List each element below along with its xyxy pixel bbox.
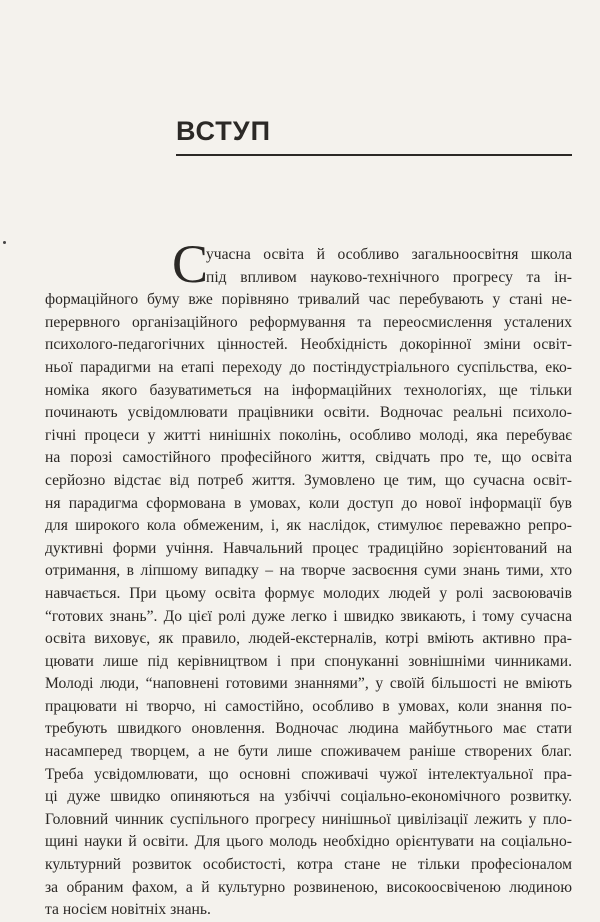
paragraph-line: за обраним фахом, а й культурно розвиненою, високоосвіченою людиною (45, 878, 572, 896)
paragraph-line: Треба усвідомлювати, що основні споживачі чужої інтелектуальної пра- (45, 765, 572, 783)
paragraph-line: перервного організаційного реформування та переосмислення усталених (45, 313, 572, 331)
paragraph-line: культурний розвиток особистості, котра стане не тільки професіоналом (45, 856, 572, 874)
paragraph-line: психолого-педагогічних цінностей. Необхідність докорінної зміни освіт- (45, 336, 572, 354)
paragraph-line: номіка якого базуватиметься на інформаційних технологіях, ще тільки (45, 381, 572, 399)
paragraph-line: формаційного буму вже порівняно тривалий час перебувають у стані не- (45, 291, 572, 309)
paragraph-line: на порозі самостійного професійного життя, свідчать про те, що освіта (45, 449, 572, 467)
paragraph-line: отримання, в ліпшому випадку – на творче засвоєння суми знань тими, хто (45, 562, 572, 580)
paragraph-line: під впливом науково-технічного прогресу та ін- (206, 268, 572, 286)
paragraph-line: учасна освіта й особливо загальноосвітня школа (206, 246, 572, 263)
paragraph-line: “готових знань”. До цієї ролі дуже легко і швидко звикають, і тому сучасна (45, 607, 572, 625)
paragraph-line: починають усвідомлювати працівники освіти. Водночас реальні психоло- (45, 404, 572, 422)
paragraph-line: та носієм новітніх знань. (45, 901, 211, 919)
paragraph-line: ньої парадигми на етапі переходу до постіндустріального суспільства, еко- (45, 358, 572, 376)
paragraph-line: ня парадигма сформована в умовах, коли доступ до нової інформації був (45, 494, 572, 512)
paragraph-line: Молоді люди, “наповнені готовими знаннями”, у своїй більшості не вміють (45, 675, 572, 693)
drop-cap: С (172, 234, 209, 294)
paragraph-line: насамперед творцем, а не бути лише споживачем раніше створених благ. (45, 743, 572, 761)
paragraph-line: дуктивні форми учіння. Навчальний процес традиційно зорієнтований на (45, 539, 572, 557)
paragraph-line: для широкого кола обмеженим, і, як наслідок, стимулює переважно репро- (45, 517, 572, 535)
paragraph-line: працювати ні творчо, ні самостійно, особливо в умовах, коли знання по- (45, 697, 572, 715)
margin-mark (3, 241, 6, 244)
paragraph-line: требують швидкого оновлення. Водночас людина майбутнього має стати (45, 720, 572, 738)
paragraph-line: навчається. При цьому освіта формує молодих людей у ролі засвоювачів (45, 584, 572, 602)
heading-rule (176, 154, 572, 156)
paragraph-line: освіта виховує, як правило, людей-екстерналів, котрі вміють активно пра- (45, 630, 572, 648)
paragraph-line: щині науки й освіти. Для цього молодь необхідно орієнтувати на соціально- (45, 833, 572, 851)
paragraph-line: Головний чинник суспільного прогресу нинішньої цивілізації лежить у пло- (45, 810, 572, 828)
paragraph-line: гічні процеси у житті нинішніх поколінь, особливо молоді, яка перебуває (45, 426, 572, 444)
paragraph-line: ці дуже швидко опиняються на узбіччі соціально-економічного розвитку. (45, 788, 572, 806)
body-text (45, 244, 572, 922)
paragraph-line: серйозно відстає від потреб життя. Зумовлено це тим, що сучасна освіт- (45, 471, 572, 489)
chapter-heading: ВСТУП (176, 116, 271, 146)
paragraph-line: цювати лише під керівництвом і при спонуканні зовнішніми чинниками. (45, 652, 572, 670)
